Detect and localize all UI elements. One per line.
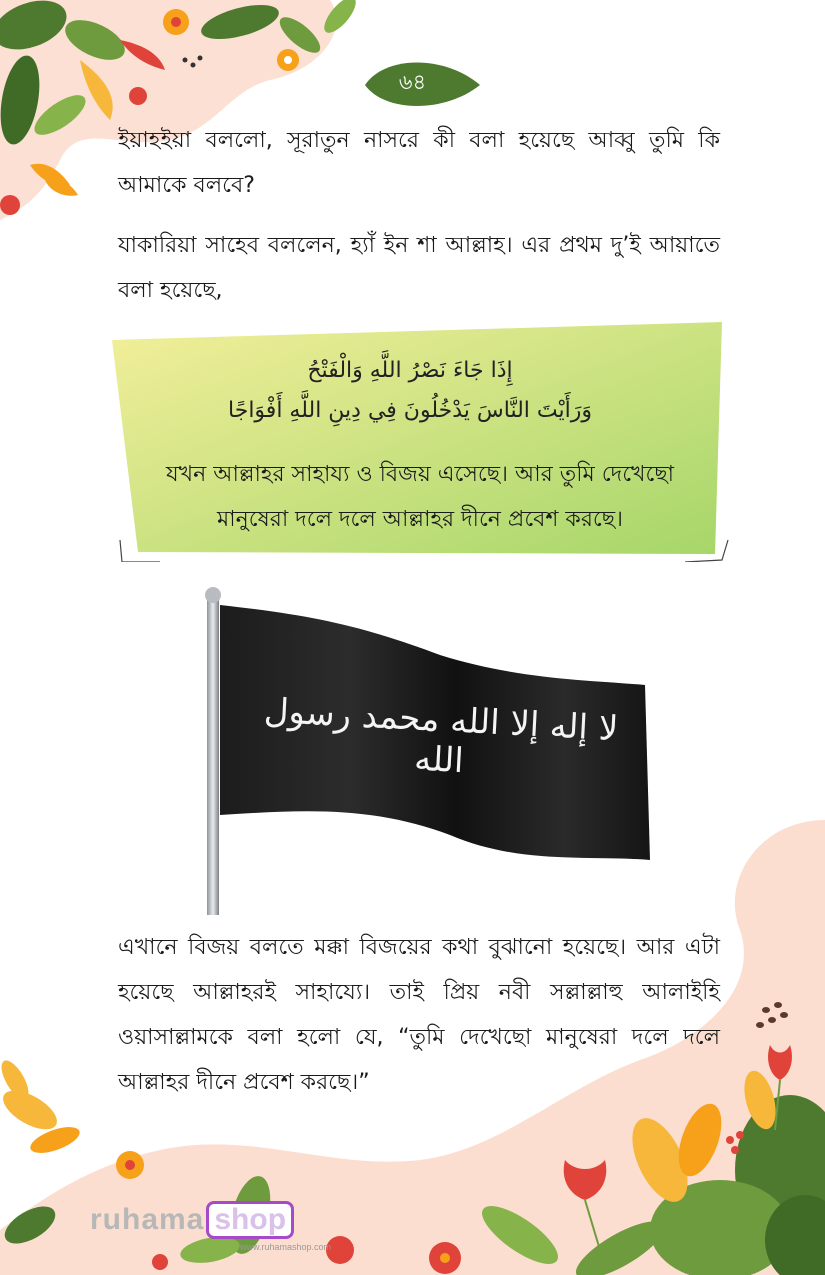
flower-icon (152, 1254, 168, 1270)
flower-icon (129, 87, 147, 105)
paragraph-answer: যাকারিয়া সাহেব বললেন, হ্যাঁ ইন শা আল্লাহ। এর প্রথম দু’ই আয়াতে বলা হয়েছে, (118, 233, 720, 303)
page-number: ৬৪ (398, 70, 427, 94)
arabic-verse-2: وَرَأَيْتَ النَّاسَ يَدْخُلُونَ فِي دِينِ اللَّهِ أَفْوَاجًا (228, 398, 592, 423)
logo-url: www.ruhamashop.com (240, 1242, 332, 1252)
flag-inscription: لا إله إلا الله محمد رسول الله (263, 690, 620, 782)
ruhamashop-logo (90, 1200, 294, 1240)
flower-icon (0, 195, 20, 215)
arabic-verse-1: إِذَا جَاءَ نَصْرُ اللَّهِ وَالْفَتْحُ (307, 358, 513, 383)
paragraph-question: ইয়াহইয়া বললো, সূরাতুন নাসরে কী বলা হয়েছে আব্বু তুমি কি আমাকে বলবে? (118, 128, 720, 198)
flag-pole (207, 593, 219, 915)
flag-pole-finial (205, 587, 221, 603)
logo-word-ruhama: ruhama (90, 1203, 205, 1236)
petal-icon (45, 178, 78, 195)
verse-translation: যখন আল্লাহর সাহায্য ও বিজয় এসেছে। আর তুমি দেখেছো মানুষেরা দলে দলে আল্লাহর দীনে প্রবেশ করছে। (165, 462, 675, 532)
logo-word-shop: shop (206, 1201, 294, 1239)
paragraph-explanation: এখানে বিজয় বলতে মক্কা বিজয়ের কথা বুঝানো হয়েছে। আর এটা হয়েছে আল্লাহরই সাহায্যে। তাই প্রিয় নবী সল্লাল্লাহু আলাইহি ওয়াসাল্লামকে বলা হলো যে, “তুমি দেখেছো মানুষেরা দলে দলে আল্লাহর দীনে প্রবেশ করছে।” (118, 935, 720, 1095)
